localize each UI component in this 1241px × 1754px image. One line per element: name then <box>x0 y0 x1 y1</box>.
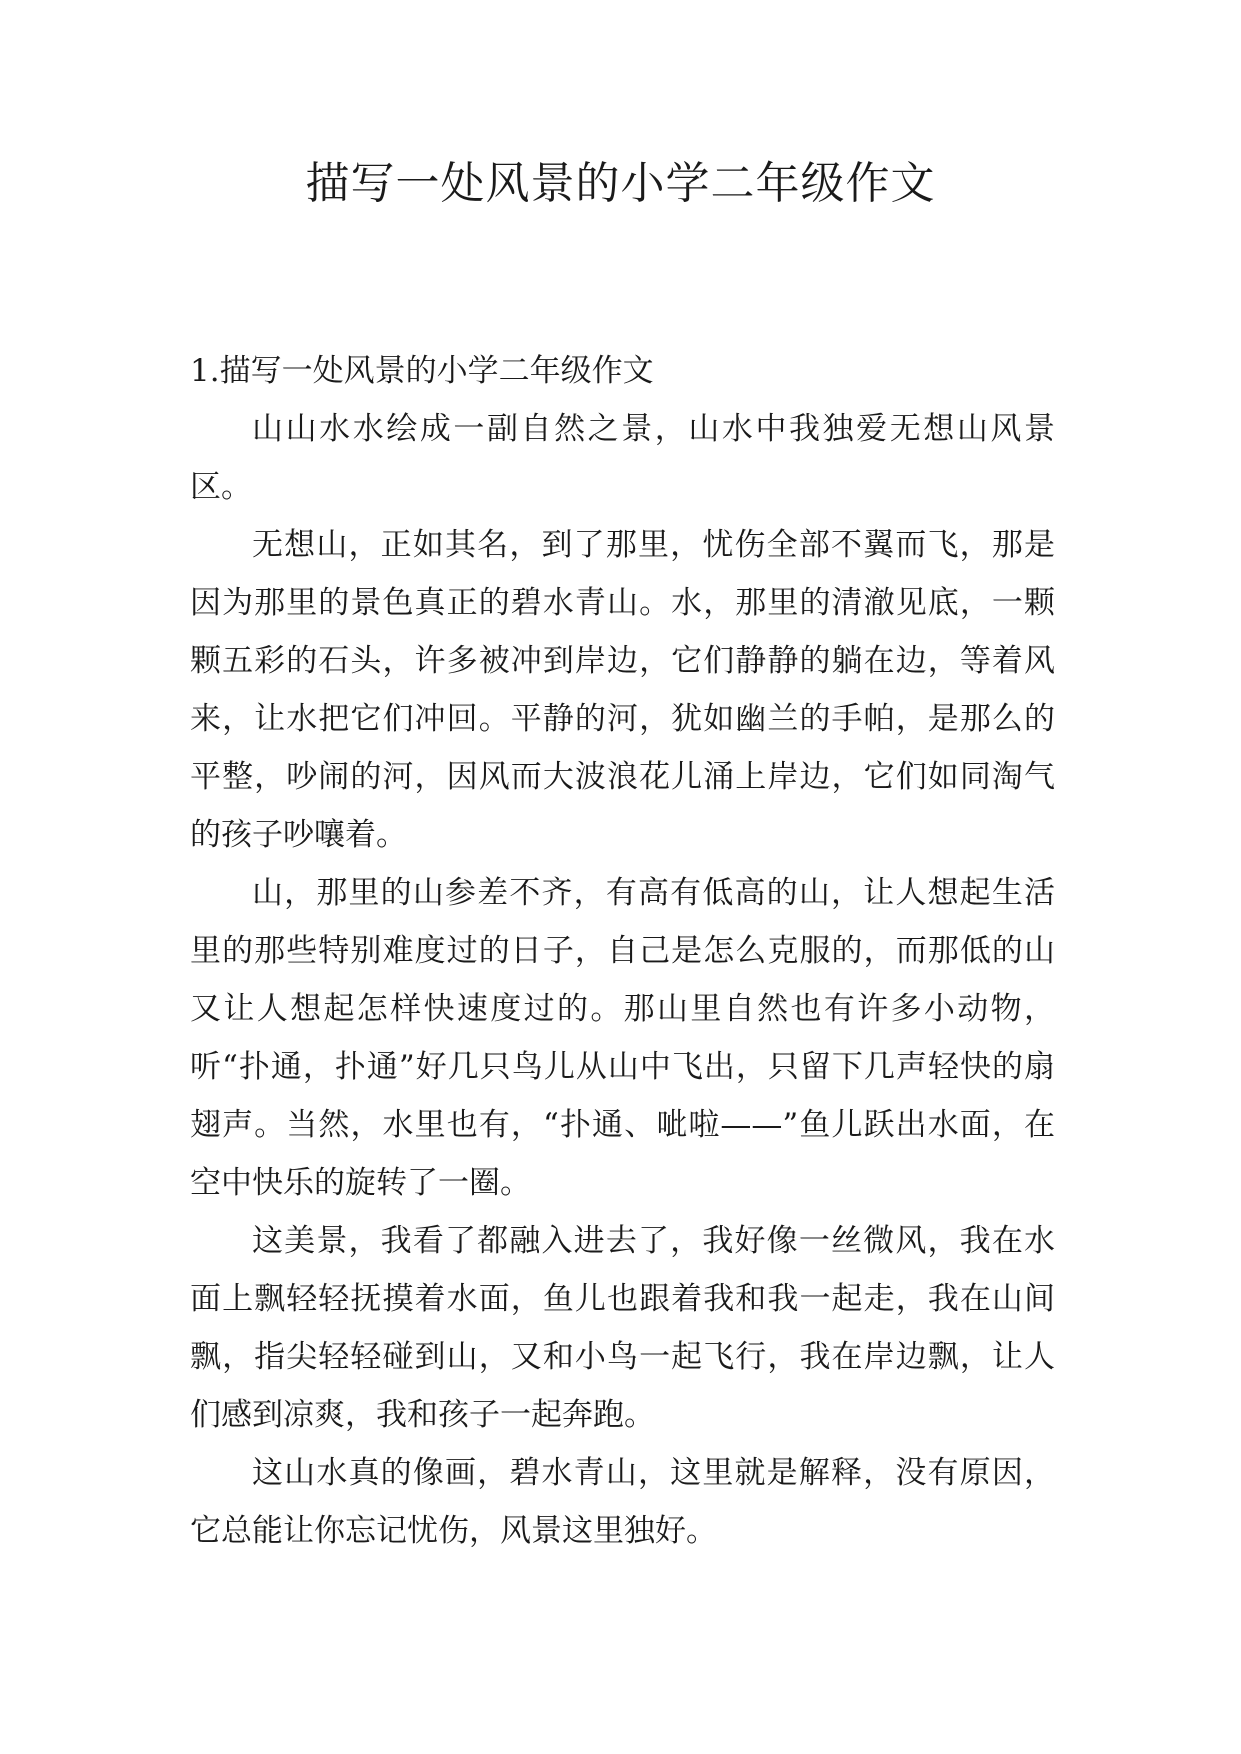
paragraph: 山山水水绘成一副自然之景，山水中我独爱无想山风景区。 <box>190 411 1055 505</box>
page-title: 描写一处风景的小学二年级作文 <box>305 158 936 209</box>
paragraph: 无想山，正如其名，到了那里，忧伤全部不翼而飞，那是因为那里的景色真正的碧水青山。水，那里的清澈见底，一颗颗五彩的石头，许多被冲到岸边，它们静静的躺在边，等着风来，让水把它们冲回。平静的河，犹如幽兰的手帕，是那么的平整，吵闹的河，因风而大波浪花儿涌上岸边，它们如同淘气的孩子吵嚷着。 <box>190 527 1055 853</box>
section-heading: 1.描写一处风景的小学二年级作文 <box>190 353 654 389</box>
paragraph: 山，那里的山参差不齐，有高有低高的山，让人想起生活里的那些特别难度过的日子，自己是怎么克服的，而那低的山又让人想起怎样快速度过的。那山里自然也有许多小动物，听“扑通，扑通”好几只鸟儿从山中飞出，只留下几声轻快的扇翅声。当然，水里也有，“扑通、呲啦——”鱼儿跃出水面，在空中快乐的旋转了一圈。 <box>190 875 1055 1201</box>
paragraph: 这山水真的像画，碧水青山，这里就是解释，没有原因，它总能让你忘记忧伤，风景这里独好。 <box>190 1455 1055 1549</box>
paragraph: 这美景，我看了都融入进去了，我好像一丝微风，我在水面上飘轻轻抚摸着水面，鱼儿也跟着我和我一起走，我在山间飘，指尖轻轻碰到山，又和小鸟一起飞行，我在岸边飘，让人们感到凉爽，我和孩子一起奔跑。 <box>190 1223 1055 1433</box>
document-body <box>190 342 1055 1560</box>
